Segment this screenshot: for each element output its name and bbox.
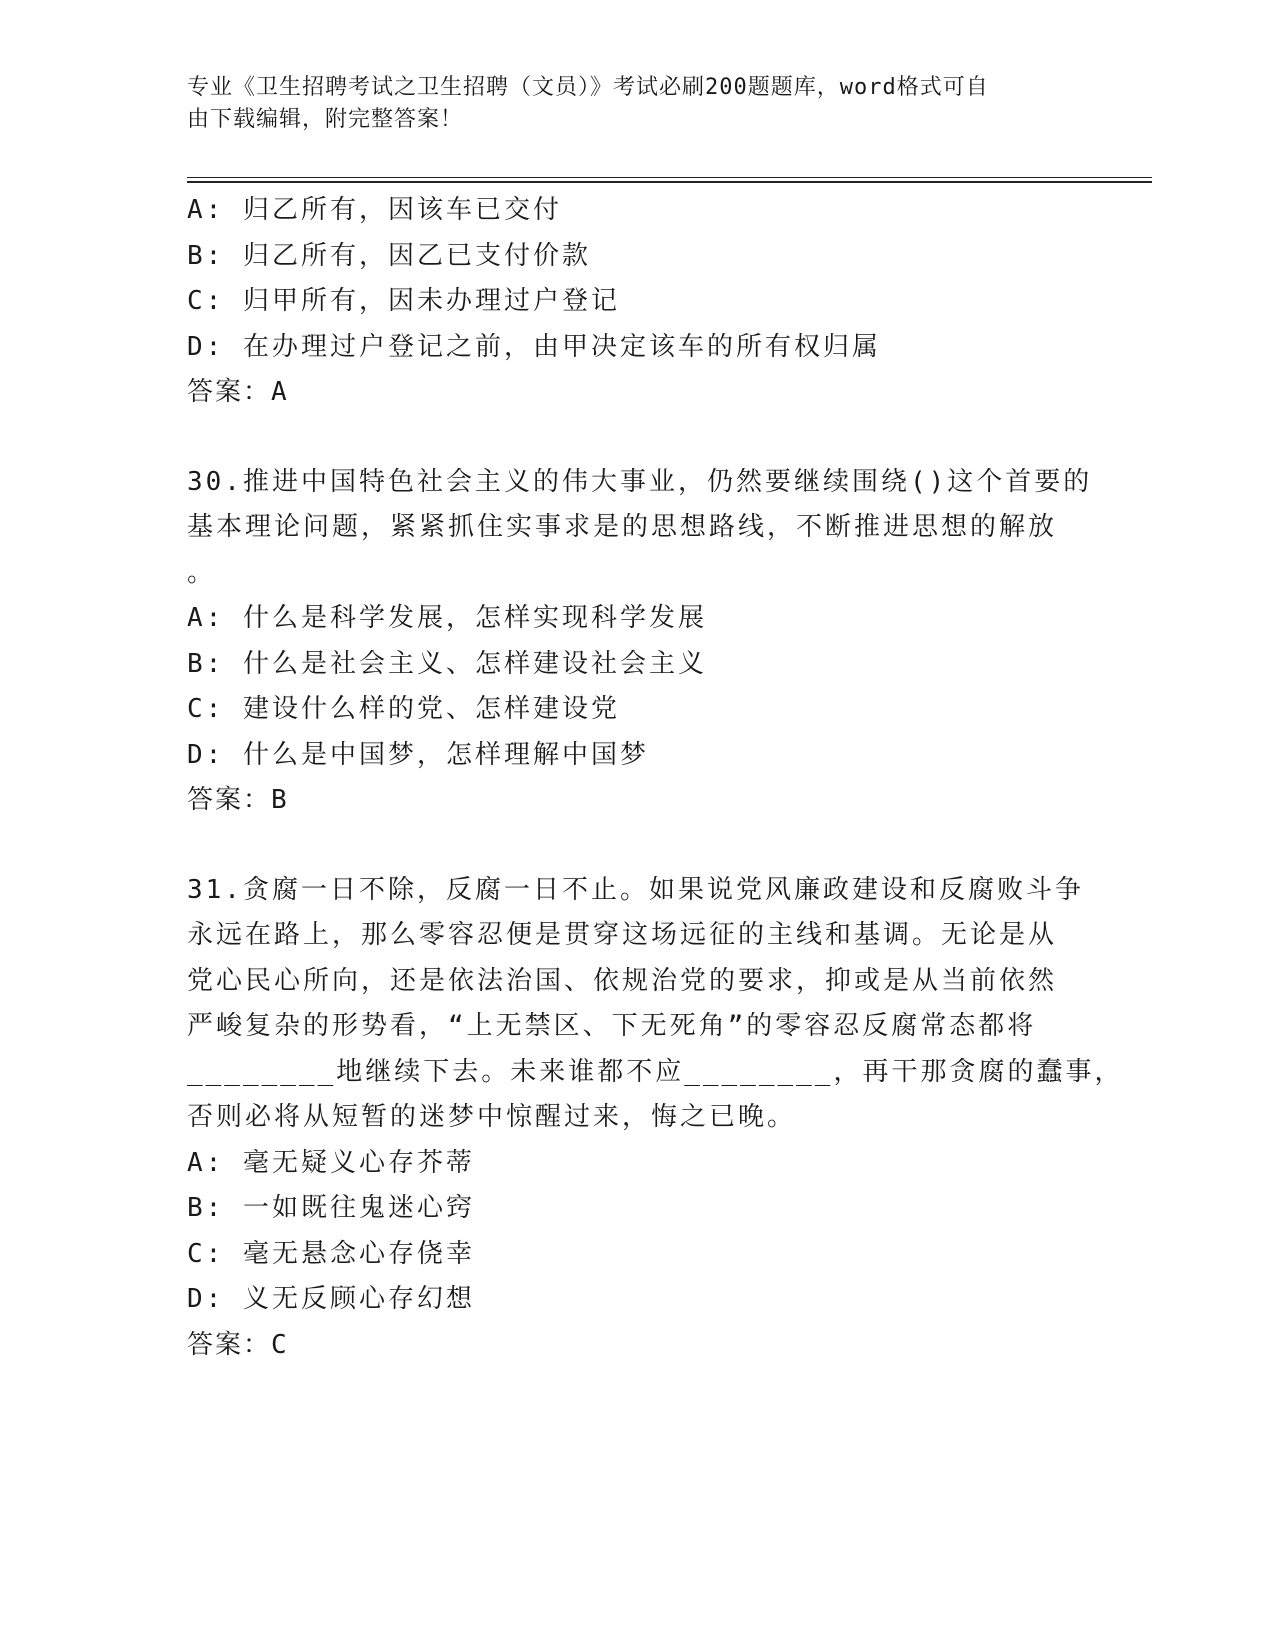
option-d: D: 义无反顾心存幻想 xyxy=(187,1284,475,1314)
header-line-1: 专业《卫生招聘考试之卫生招聘（文员）》考试必刷200题题库，word格式可自 xyxy=(187,75,989,100)
header-divider-thick xyxy=(187,181,1152,183)
question-list xyxy=(187,188,1124,1368)
answer-line xyxy=(187,778,1087,824)
option-a: A: 毫无疑义心存芥蒂 xyxy=(187,1147,475,1178)
answer-line xyxy=(187,370,1087,416)
answer-line xyxy=(187,1323,1087,1369)
answer-label: 答案： xyxy=(187,785,272,815)
question-stem-line: 基本理论问题，紧紧抓住实事求是的思想路线，不断推进思想的解放 xyxy=(187,512,1058,542)
question-stem-line: 31.贪腐一日不除，反腐一日不止。如果说党风廉政建设和反腐败斗争 xyxy=(187,874,1084,905)
question-block-31 xyxy=(187,868,1124,1369)
option-d: D: 什么是中国梦，怎样理解中国梦 xyxy=(187,739,649,770)
answer-value: C xyxy=(271,1329,289,1360)
question-block-29 xyxy=(187,188,1087,416)
header-line-2: 由下载编辑，附完整答案！ xyxy=(187,107,464,132)
answer-value: A xyxy=(271,377,289,407)
answer-label: 答案： xyxy=(187,1329,272,1360)
question-block-30 xyxy=(187,460,1093,824)
answer-label: 答案： xyxy=(187,377,272,407)
answer-value: B xyxy=(271,785,289,815)
option-c: C: 毫无悬念心存侥幸 xyxy=(187,1238,475,1269)
option-b: B: 归乙所有，因乙已支付价款 xyxy=(187,240,591,271)
option-a: A: 归乙所有，因该车已交付 xyxy=(187,195,562,225)
question-stem-line: 严峻复杂的形势看，“上无禁区、下无死角”的零容忍反腐常态都将 xyxy=(187,1011,1037,1041)
question-stem-line: 党心民心所向，还是依法治国、依规治党的要求，抑或是从当前依然 xyxy=(187,965,1058,996)
option-b: B: 一如既往鬼迷心窍 xyxy=(187,1193,475,1223)
option-a: A: 什么是科学发展，怎样实现科学发展 xyxy=(187,603,707,633)
header-divider-thin xyxy=(187,177,1152,178)
option-c: C: 归甲所有，因未办理过户登记 xyxy=(187,286,620,316)
question-stem-line: 永远在路上，那么零容忍便是贯穿这场远征的主线和基调。无论是从 xyxy=(187,920,1058,950)
question-stem-line: ________地继续下去。未来谁都不应________，再干那贪腐的蠢事， xyxy=(187,1056,1124,1087)
question-stem-line: 。 xyxy=(187,557,217,588)
option-d: D: 在办理过户登记之前，由甲决定该车的所有权归属 xyxy=(187,331,881,362)
question-stem-line: 否则必将从短暂的迷梦中惊醒过来，悔之已晚。 xyxy=(187,1102,797,1132)
question-stem-line: 30.推进中国特色社会主义的伟大事业，仍然要继续围绕()这个首要的 xyxy=(187,466,1093,497)
document-header xyxy=(187,72,1067,136)
option-c: C: 建设什么样的党、怎样建设党 xyxy=(187,694,620,724)
option-b: B: 什么是社会主义、怎样建设社会主义 xyxy=(187,648,707,679)
